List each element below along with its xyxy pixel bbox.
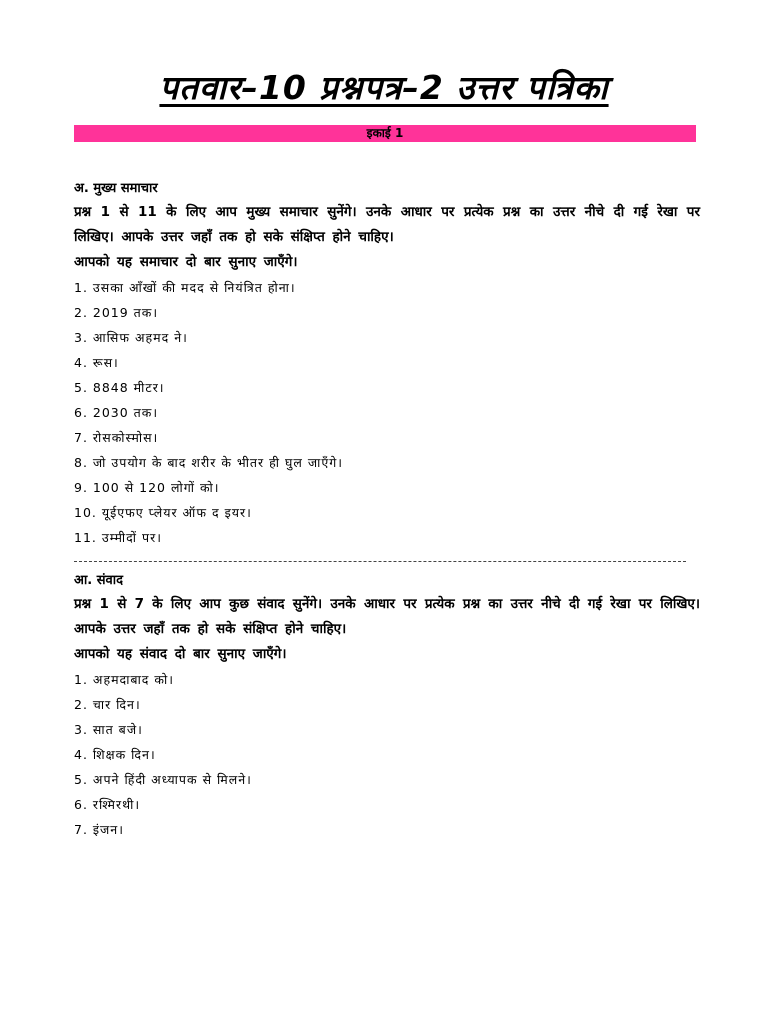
answer-item: 6. 2030 तक। — [74, 405, 159, 420]
answer-item: 5. 8848 मीटर। — [74, 380, 165, 395]
section-divider — [74, 561, 686, 562]
page-title: पतवार–10 प्रश्नपत्र–2 उत्तर पत्रिका — [159, 68, 609, 107]
answer-item: 6. रश्मिरथी। — [74, 797, 141, 812]
section-dialogue-instructions: प्रश्न 1 से 7 के लिए आप कुछ संवाद सुनेंगे। उनके आधार पर प्रत्येक प्रश्न का उत्तर नीचे दी गई रेखा पर लिखिए। आपके उत्तर जहाँ तक हो सके संक्षिप्त होने चाहिए। — [74, 596, 700, 637]
answer-item: 9. 100 से 120 लोगों को। — [74, 480, 220, 495]
section-dialogue — [74, 570, 700, 842]
answer-item: 3. सात बजे। — [74, 722, 143, 737]
section-dialogue-repeat-note: आपको यह संवाद दो बार सुनाए जाएँगे। — [74, 646, 287, 662]
answer-sheet-content — [74, 178, 700, 842]
answer-item: 4. रूस। — [74, 355, 119, 370]
answer-item: 2. 2019 तक। — [74, 305, 159, 320]
answer-item: 11. उम्मीदों पर। — [74, 530, 162, 545]
section-dialogue-heading: आ. संवाद — [74, 573, 124, 588]
answer-item: 1. अहमदाबाद को। — [74, 672, 174, 687]
answer-item: 7. रोसकोस्मोस। — [74, 430, 159, 445]
answer-item: 2. चार दिन। — [74, 697, 141, 712]
section-news — [74, 178, 700, 550]
answer-item: 4. शिक्षक दिन। — [74, 747, 156, 762]
section-news-repeat-note: आपको यह समाचार दो बार सुनाए जाएँगे। — [74, 254, 298, 270]
answer-item: 1. उसका आँखों की मदद से नियंत्रित होना। — [74, 280, 296, 295]
answer-item: 5. अपने हिंदी अध्यापक से मिलने। — [74, 772, 252, 787]
section-news-heading: अ. मुख्य समाचार — [74, 181, 158, 196]
answer-item: 8. जो उपयोग के बाद शरीर के भीतर ही घुल जाएँगे। — [74, 455, 344, 470]
answer-item: 7. इंजन। — [74, 822, 124, 837]
section-news-instructions: प्रश्न 1 से 11 के लिए आप मुख्य समाचार सुनेंगे। उनके आधार पर प्रत्येक प्रश्न का उत्तर नीचे दी गई रेखा पर लिखिए। आपके उत्तर जहाँ तक हो सके संक्षिप्त होने चाहिए। — [74, 204, 700, 245]
answer-item: 10. यूईएफए प्लेयर ऑफ द इयर। — [74, 505, 252, 520]
unit-banner — [74, 125, 696, 142]
unit-label: इकाई 1 — [366, 126, 404, 140]
answer-item: 3. आसिफ अहमद ने। — [74, 330, 188, 345]
